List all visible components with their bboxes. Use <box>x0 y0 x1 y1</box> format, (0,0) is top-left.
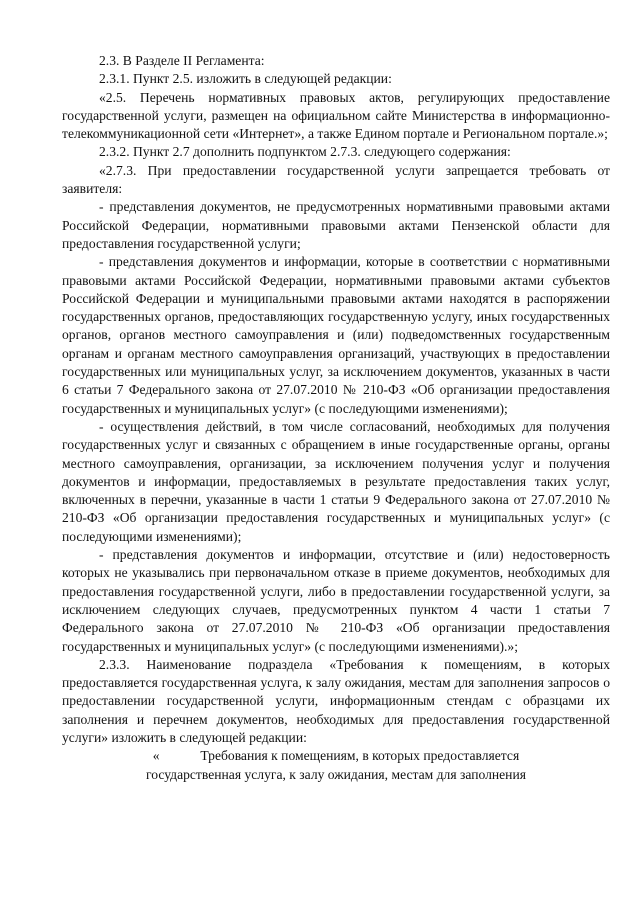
list-item-3: - осуществления действий, в том числе согласований, необходимых для получения государственных услуг и связанных с обращением в иные государственные органы, органы местного самоуправления, организации, за исключением получения услуг и получения документов и информации, предоставляемых в результате предоставления таких услуг, включенных в перечни, указанные в части 1 статьи 9 Федерального закона от 27.07.2010 № 210-ФЗ «Об организации предоставления государственных и муниципальных услуг» (с последующими изменениями); <box>62 418 610 544</box>
section-heading: 2.3. В Разделе II Регламента: <box>99 53 265 68</box>
subsection-title-line-1: « Требования к помещениям, в которых предоставляется <box>152 748 520 764</box>
item-2-3-2: 2.3.2. Пункт 2.7 дополнить подпунктом 2.7.3. следующего содержания: <box>99 144 511 160</box>
document-page <box>62 52 610 784</box>
subsection-title <box>62 747 610 784</box>
subsection-title-line-2: государственная услуга, к залу ожидания, местам для заполнения <box>145 766 526 782</box>
list-item-4: - представления документов и информации, отсутствие и (или) недостоверность которых не указывались при первоначальном отказе в приеме документов, необходимых для предоставления государственной услуги, либо в предоставлении государственной услуги, за исключением следующих случаев, предусмотренных пунктом 4 части 1 статьи 7 Федерального закона от 27.07.2010 № 210-ФЗ «Об организации предоставления государственных и муниципальных услуг» (с последующими изменениями).»; <box>62 547 610 654</box>
list-item-1: - представления документов, не предусмотренных нормативными правовыми актами Российской Федерации, нормативными правовыми актами Пензенской области для предоставления государственной услуги; <box>62 199 610 251</box>
item-2-5-text: «2.5. Перечень нормативных правовых актов, регулирующих предоставление государственной услуги, размещен на официальном сайте Министерства в информационно-телекоммуникационной сети «Интернет», а также Едином портале и Региональном портале.»; <box>62 89 610 142</box>
list-item-2: - представления документов и информации, которые в соответствии с нормативными правовыми актами Российской Федерации, нормативными правовыми актами субъектов Российской Федерации и муниципальными правовыми актами находятся в распоряжении государственных органов, предоставляющих государственную услугу, иных государственных органов, органов местного самоуправления и (или) подведомственных государственным органам и органам местного самоуправления организаций, участвующих в предоставлении государственных или муниципальных услуг, за исключением документов, указанных в части 6 статьи 7 Федерального закона от 27.07.2010 № 210-ФЗ «Об организации предоставления государственных и муниципальных услуг» (с последующими изменениями); <box>62 254 610 416</box>
item-2-3-1: 2.3.1. Пункт 2.5. изложить в следующей редакции: <box>99 71 392 87</box>
item-2-3-3: 2.3.3. Наименование подраздела «Требования к помещениям, в которых предоставляется государственная услуга, к залу ожидания, местам для заполнения запросов о предоставлении государственной услуги, информационным стендам с образцами их заполнения и перечнем документов, необходимых для предоставления государственной услуги» изложить в следующей редакции: <box>62 656 610 745</box>
item-2-7-3: «2.7.3. При предоставлении государственной услуги запрещается требовать от заявителя: <box>62 162 610 197</box>
